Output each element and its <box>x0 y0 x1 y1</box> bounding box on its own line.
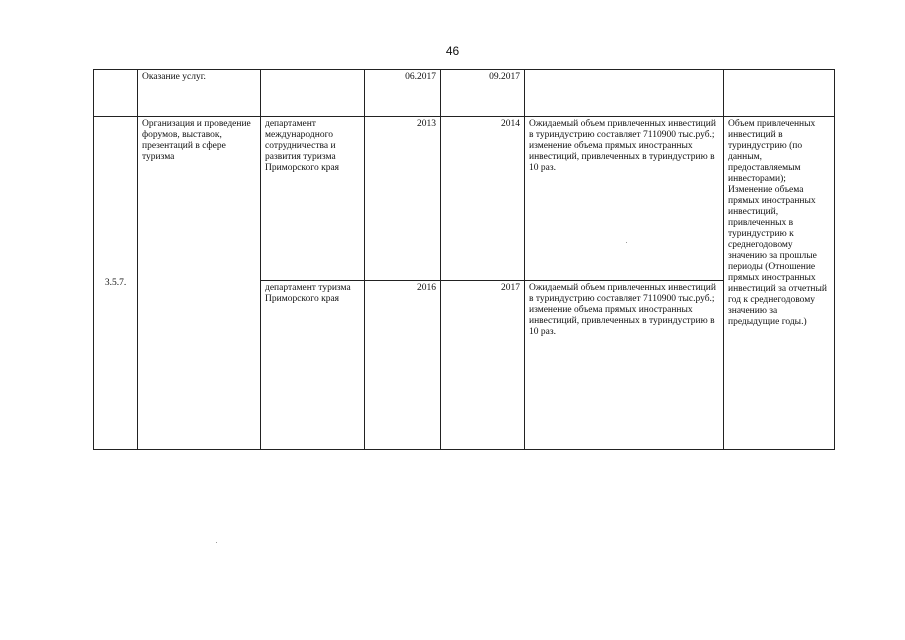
cell-end-year: 2014 <box>441 117 525 281</box>
cell-service: Оказание услуг. <box>138 70 261 117</box>
document-table <box>93 69 835 450</box>
cell-result: Ожидаемый объем привлеченных инвестиций в туриндустрию составляет 7110900 тыс.руб.; изменение объема прямых иностранных инвестиций, привлеченных в туриндустрию в 10 раз. <box>525 281 724 450</box>
cell-end-year: 2017 <box>441 281 525 450</box>
cell-indicator: Объем привлеченных инвестиций в туриндустрию (по данным, предоставляемым инвесторами); Изменение объема прямых иностранных инвестиций, привлеченных в туриндустрию к среднегодовому значению за прошлые периоды (Отношение прямых иностранных инвестиций за отчетный год к среднегодовому значению за предыдущие годы.) <box>724 117 835 450</box>
scan-speck <box>626 242 627 243</box>
scan-speck <box>216 542 217 543</box>
cell-executor: департамент международного сотрудничества и развития туризма Приморского края <box>261 117 365 281</box>
cell-start-year: 2013 <box>365 117 441 281</box>
page-number: 46 <box>445 44 460 58</box>
cell-end-date: 09.2017 <box>441 70 525 117</box>
cell-start-year: 2016 <box>365 281 441 450</box>
cell-executor: департамент туризма Приморского края <box>261 281 365 450</box>
cell-result: Ожидаемый объем привлеченных инвестиций в туриндустрию составляет 7110900 тыс.руб.; изменение объема прямых иностранных инвестиций, привлеченных в туриндустрию в 10 раз. <box>525 117 724 281</box>
cell-executor-empty <box>261 70 365 117</box>
cell-number-empty <box>94 70 138 117</box>
cell-item-number: 3.5.7. <box>94 117 138 450</box>
table-row-top <box>94 70 835 117</box>
cell-item-title: Организация и проведение форумов, выставок, презентаций в сфере туризма <box>138 117 261 450</box>
table-row-item-a <box>94 117 835 281</box>
cell-result-empty <box>525 70 724 117</box>
cell-indicator-empty <box>724 70 835 117</box>
cell-start-date: 06.2017 <box>365 70 441 117</box>
